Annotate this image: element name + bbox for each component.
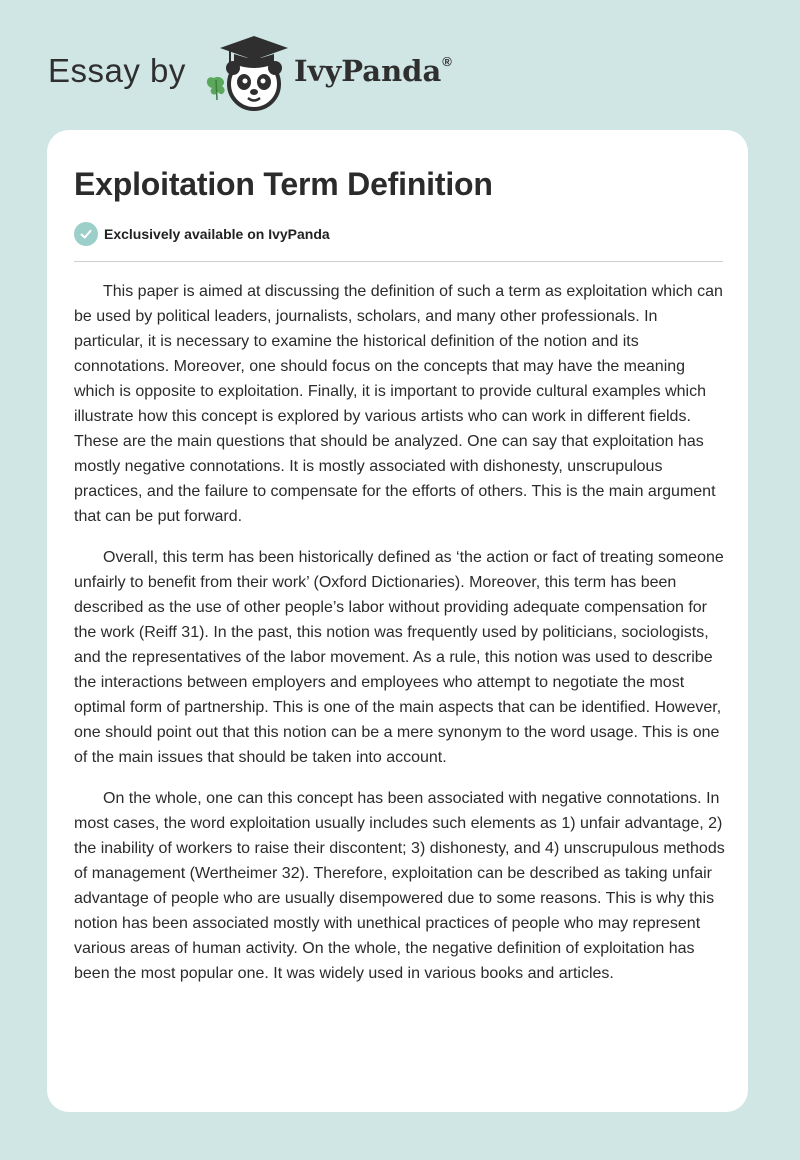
page-title: Exploitation Term Definition	[74, 166, 493, 202]
site-header	[48, 34, 548, 114]
essay-body	[74, 279, 728, 1002]
brand-name: IvyPanda®	[294, 54, 452, 88]
ivy-leaf-icon	[207, 77, 225, 100]
panda-graduation-cap-icon	[200, 34, 290, 114]
check-circle-icon	[74, 222, 98, 246]
badge-label: Exclusively available on IvyPanda	[104, 226, 330, 242]
exclusive-badge	[74, 222, 330, 246]
paragraph: Overall, this term has been historically defined as ‘the action or fact of treating someone unfairly to benefit from their work’ (Oxford Dictionaries). Moreover, this term has been described as the use of other people’s labor without providing adequate compensation for the work (Reiff 31). In the past, this notion was frequently used by politicians, sociologists, and the representatives of the labor movement. As a rule, this notion was used to describe the interactions between employers and employees who attempt to negotiate the most optimal form of partnership. This is one of the main aspects that can be identified. However, one should point out that this notion can be a mere synonym to the word usage. This is one of the main issues that should be taken into account.	[74, 549, 724, 766]
divider	[74, 261, 723, 262]
paragraph: On the whole, one can this concept has been associated with negative connotations. In most cases, the word exploitation usually includes such elements as 1) unfair advantage, 2) the inability of workers to raise their discontent; 3) dishonesty, and 4) unscrupulous methods of management (Wertheimer 32). Therefore, exploitation can be described as taking unfair advantage of people who are usually disempowered due to some reasons. This is why this notion has been associated mostly with unethical practices of people who may represent various areas of human activity. On the whole, the negative definition of exploitation has been the most popular one. It was widely used in various books and articles.	[74, 790, 725, 982]
registered-mark: ®	[442, 54, 452, 69]
paragraph: This paper is aimed at discussing the definition of such a term as exploitation which can be used by political leaders, journalists, scholars, and many other professionals. In particular, it is necessary to examine the historical definition of the notion and its connotations. Moreover, one should focus on the concepts that may have the meaning which is opposite to exploitation. Finally, it is important to provide cultural examples which illustrate how this concept is explored by various artists who can work in different fields. These are the main questions that should be analyzed. One can say that exploitation has mostly negative connotations. It is mostly associated with dishonesty, unscrupulous practices, and the failure to compensate for the efforts of others. This is the main argument that can be put forward.	[74, 283, 723, 525]
essay-card	[47, 130, 748, 1112]
brand-prefix: Essay by	[48, 52, 186, 89]
